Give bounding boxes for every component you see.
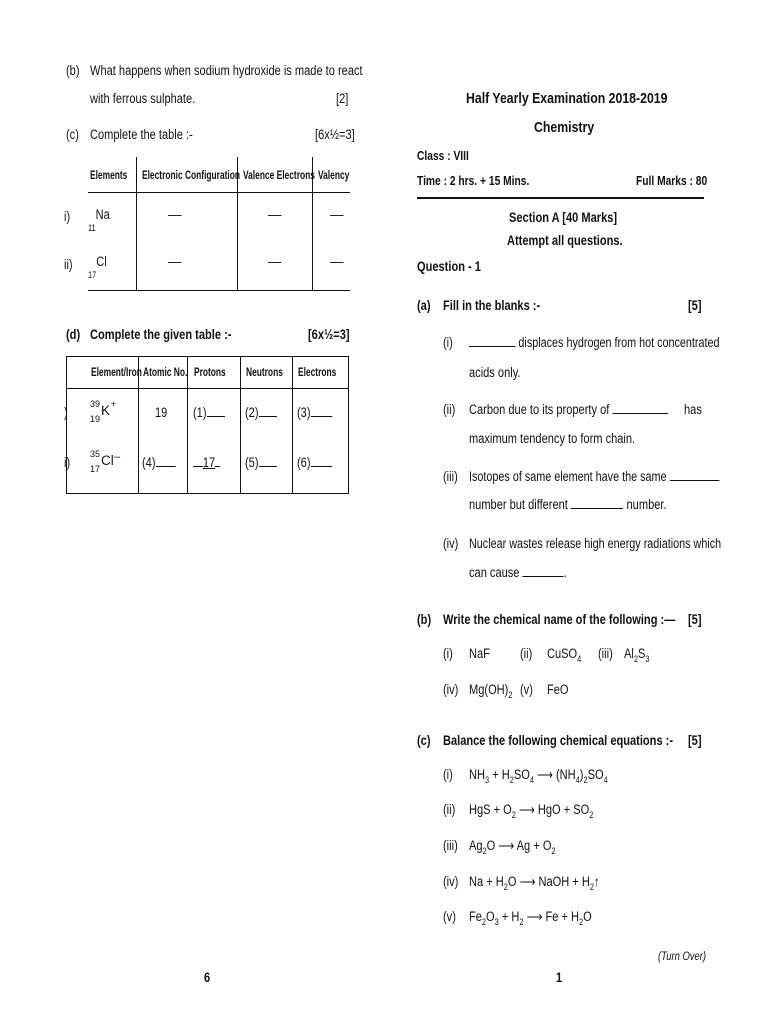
q-b-label: (b) (66, 63, 80, 78)
q-a-i-line (469, 335, 720, 350)
eq-iv-num: (iv) (443, 874, 459, 889)
page-number-right: 1 (556, 970, 563, 985)
q-a-ii-text2: maximum tendency to form chain. (469, 431, 636, 446)
element-symbol: Cl (96, 254, 107, 269)
fill-line (311, 466, 332, 467)
q-a-text: Fill in the blanks :- (443, 298, 541, 313)
ion-charge: + (111, 399, 117, 409)
q-a-label: (a) (417, 298, 431, 313)
table-c-row-num: i) (64, 209, 71, 224)
table-d-row-num: i) (64, 455, 71, 470)
table-d-header-protons: Protons (194, 365, 226, 379)
atomic-subscript: 19 (90, 414, 101, 424)
element-symbol: Na (95, 207, 110, 222)
blank-label: (3) (297, 405, 311, 420)
table-d-header-atomic: Atomic No. (143, 365, 188, 379)
table-c-blank: — (168, 207, 182, 222)
fill-line (156, 466, 176, 467)
table-c-header-valence: Valence Electrons (243, 168, 315, 182)
q-b-marks: [2] (336, 91, 349, 106)
q-b-line2: with ferrous sulphate. (90, 91, 196, 106)
atomic-subscript: 11 (88, 223, 96, 233)
q-d-text: Complete the given table :- (90, 327, 232, 342)
attempt-instruction: Attempt all questions. (507, 233, 623, 248)
q-a-marks: [5] (688, 298, 702, 313)
table-c-divider (136, 157, 137, 291)
blank-label: (2) (245, 405, 259, 420)
electrons-blank (297, 455, 332, 470)
mass-superscript: 39 (90, 399, 101, 409)
q-b-i-num: (i) (443, 646, 453, 661)
formula-mgoh2: $Mg(OH)_2$ (469, 682, 513, 700)
eq-v-num: (v) (443, 909, 456, 924)
q-d-label: (d) (66, 327, 81, 342)
header-divider (417, 197, 704, 199)
fill-line (193, 466, 203, 467)
table-c-blank: — (168, 254, 182, 269)
q-a-ii-text: Carbon due to its property of (469, 402, 610, 417)
atomic-subscript: 17 (88, 270, 97, 280)
q-b-label-right: (b) (417, 612, 432, 627)
q-b-ii-num: (ii) (520, 646, 533, 661)
table-c-blank: — (268, 207, 282, 222)
q-d-marks: [6x½=3] (308, 327, 350, 342)
table-c-blank: — (330, 254, 344, 269)
table-d-header-element: Element/Iron (91, 365, 142, 379)
q-a-iii-text: Isotopes of same element have the same (469, 469, 667, 484)
q-a-i-text2: acids only. (469, 365, 521, 380)
q-c-label-right: (c) (417, 733, 431, 748)
table-d-header-neutrons: Neutrons (246, 365, 283, 379)
fill-line (311, 416, 332, 417)
q-b-iv-num: (iv) (443, 682, 459, 697)
q-a-ii-has: has (684, 402, 702, 417)
table-c-blank: — (330, 207, 344, 222)
q-b-iii-num: (iii) (598, 646, 613, 661)
fill-line (259, 416, 277, 417)
fill-line (207, 416, 225, 417)
q-b-line1: What happens when sodium hydroxide is made to react (90, 63, 363, 78)
blank-label: (1) (193, 405, 207, 420)
equation-v: $Fe_2O_3 + H_2$ ⟶ $Fe + H_2O$ (469, 909, 592, 927)
q-a-iv-text2: can cause (469, 565, 520, 580)
q-b-marks-right: [5] (688, 612, 702, 627)
equation-i: $NH_3 + H_2SO_4$ ⟶ $(NH_4)_2SO_4$ (469, 767, 608, 785)
q-a-i-num: (i) (443, 335, 453, 350)
fill-line (259, 466, 277, 467)
page-number-left: 6 (204, 970, 211, 985)
fill-blank (670, 480, 720, 481)
formula-feo: FeO (547, 682, 569, 697)
formula-naf: NaF (469, 646, 490, 661)
q-b-text-right: Write the chemical name of the following :— (443, 612, 676, 627)
atomic-number-blank (142, 455, 175, 470)
equation-ii: HgS + $O_2$ ⟶ HgO + $SO_2$ (469, 802, 594, 820)
atomic-number: 19 (155, 405, 168, 420)
table-c-row-element (88, 254, 107, 280)
q-a-iv-text: Nuclear wastes release high energy radiations which (469, 536, 722, 551)
question-heading: Question - 1 (417, 259, 481, 274)
q-a-iv-line2 (469, 565, 567, 580)
subject-title: Chemistry (534, 119, 595, 136)
blank-label: (5) (245, 455, 259, 470)
fill-blank (469, 346, 515, 347)
eq-ii-num: (ii) (443, 802, 456, 817)
fill-blank (523, 576, 564, 577)
protons-value (193, 455, 220, 470)
element-symbol: K (101, 403, 111, 418)
section-heading: Section A [40 Marks] (509, 210, 618, 225)
q-c-marks-right: [5] (688, 733, 702, 748)
table-c-blank: — (268, 254, 282, 269)
ion-charge: – (114, 451, 121, 463)
table-c-header-config: Electronic Configuration (142, 168, 241, 182)
formula-cuso4: CuSO$_4$ (547, 646, 582, 664)
q-c-marks: [6x½=3] (315, 127, 355, 142)
q-a-ii-line (469, 402, 668, 417)
equation-iv: $Na + H_2O$ ⟶ NaOH + $H_2↑$ (469, 874, 600, 892)
formula-al2s3: $Al_2S_3$ (624, 646, 650, 664)
q-a-iii-num: (iii) (443, 469, 458, 484)
q-a-iv-num: (iv) (443, 536, 459, 551)
mass-superscript: 35 (90, 449, 101, 459)
table-d-divider (292, 356, 293, 494)
protons-number: 17 (202, 455, 216, 470)
q-a-ii-num: (ii) (443, 402, 456, 417)
table-c-header-valency: Valency (318, 168, 350, 182)
period: . (563, 565, 567, 580)
table-c-header-elements: Elements (90, 168, 128, 182)
full-marks: Full Marks : 80 (636, 174, 708, 188)
table-c-bottom-rule (88, 290, 350, 291)
q-a-iii-text2: number but different (469, 497, 568, 512)
blank-label: (4) (142, 455, 156, 470)
table-d-header-rule (66, 388, 349, 389)
element-symbol: Cl (101, 453, 114, 468)
neutrons-blank (245, 455, 277, 470)
electrons-blank (297, 405, 332, 420)
protons-blank (193, 405, 225, 420)
eq-i-num: (i) (443, 767, 453, 782)
eq-iii-num: (iii) (443, 838, 458, 853)
q-a-iii-line (469, 469, 719, 484)
q-a-i-text: displaces hydrogen from hot concentrated (518, 335, 720, 350)
q-c-label: (c) (66, 127, 79, 142)
blank-label: (6) (297, 455, 311, 470)
table-c-row-element (88, 207, 110, 233)
neutrons-blank (245, 405, 277, 420)
equation-iii: $Ag_2O$ ⟶ $Ag + O_2$ (469, 838, 556, 856)
fill-blank (571, 508, 623, 509)
table-c-row-num: ii) (64, 257, 73, 272)
table-c-header-rule (88, 192, 350, 193)
table-d-header-electrons: Electrons (298, 365, 337, 379)
table-d-divider (240, 356, 241, 494)
atomic-subscript: 17 (90, 464, 101, 474)
turn-over-note: (Turn Over) (658, 951, 707, 963)
q-c-text: Complete the table :- (90, 127, 193, 142)
class-info: Class : VIII (417, 149, 469, 163)
q-a-iii-text3: number. (626, 497, 667, 512)
table-d-row-num: ) (64, 405, 68, 420)
q-b-v-num: (v) (520, 682, 533, 697)
fill-line (215, 466, 220, 467)
time-info: Time : 2 hrs. + 15 Mins. (417, 174, 530, 188)
fill-blank (612, 413, 668, 414)
q-c-text-right: Balance the following chemical equations :- (443, 733, 674, 748)
q-a-iii-line2 (469, 497, 667, 512)
exam-title: Half Yearly Examination 2018-2019 (466, 90, 668, 107)
